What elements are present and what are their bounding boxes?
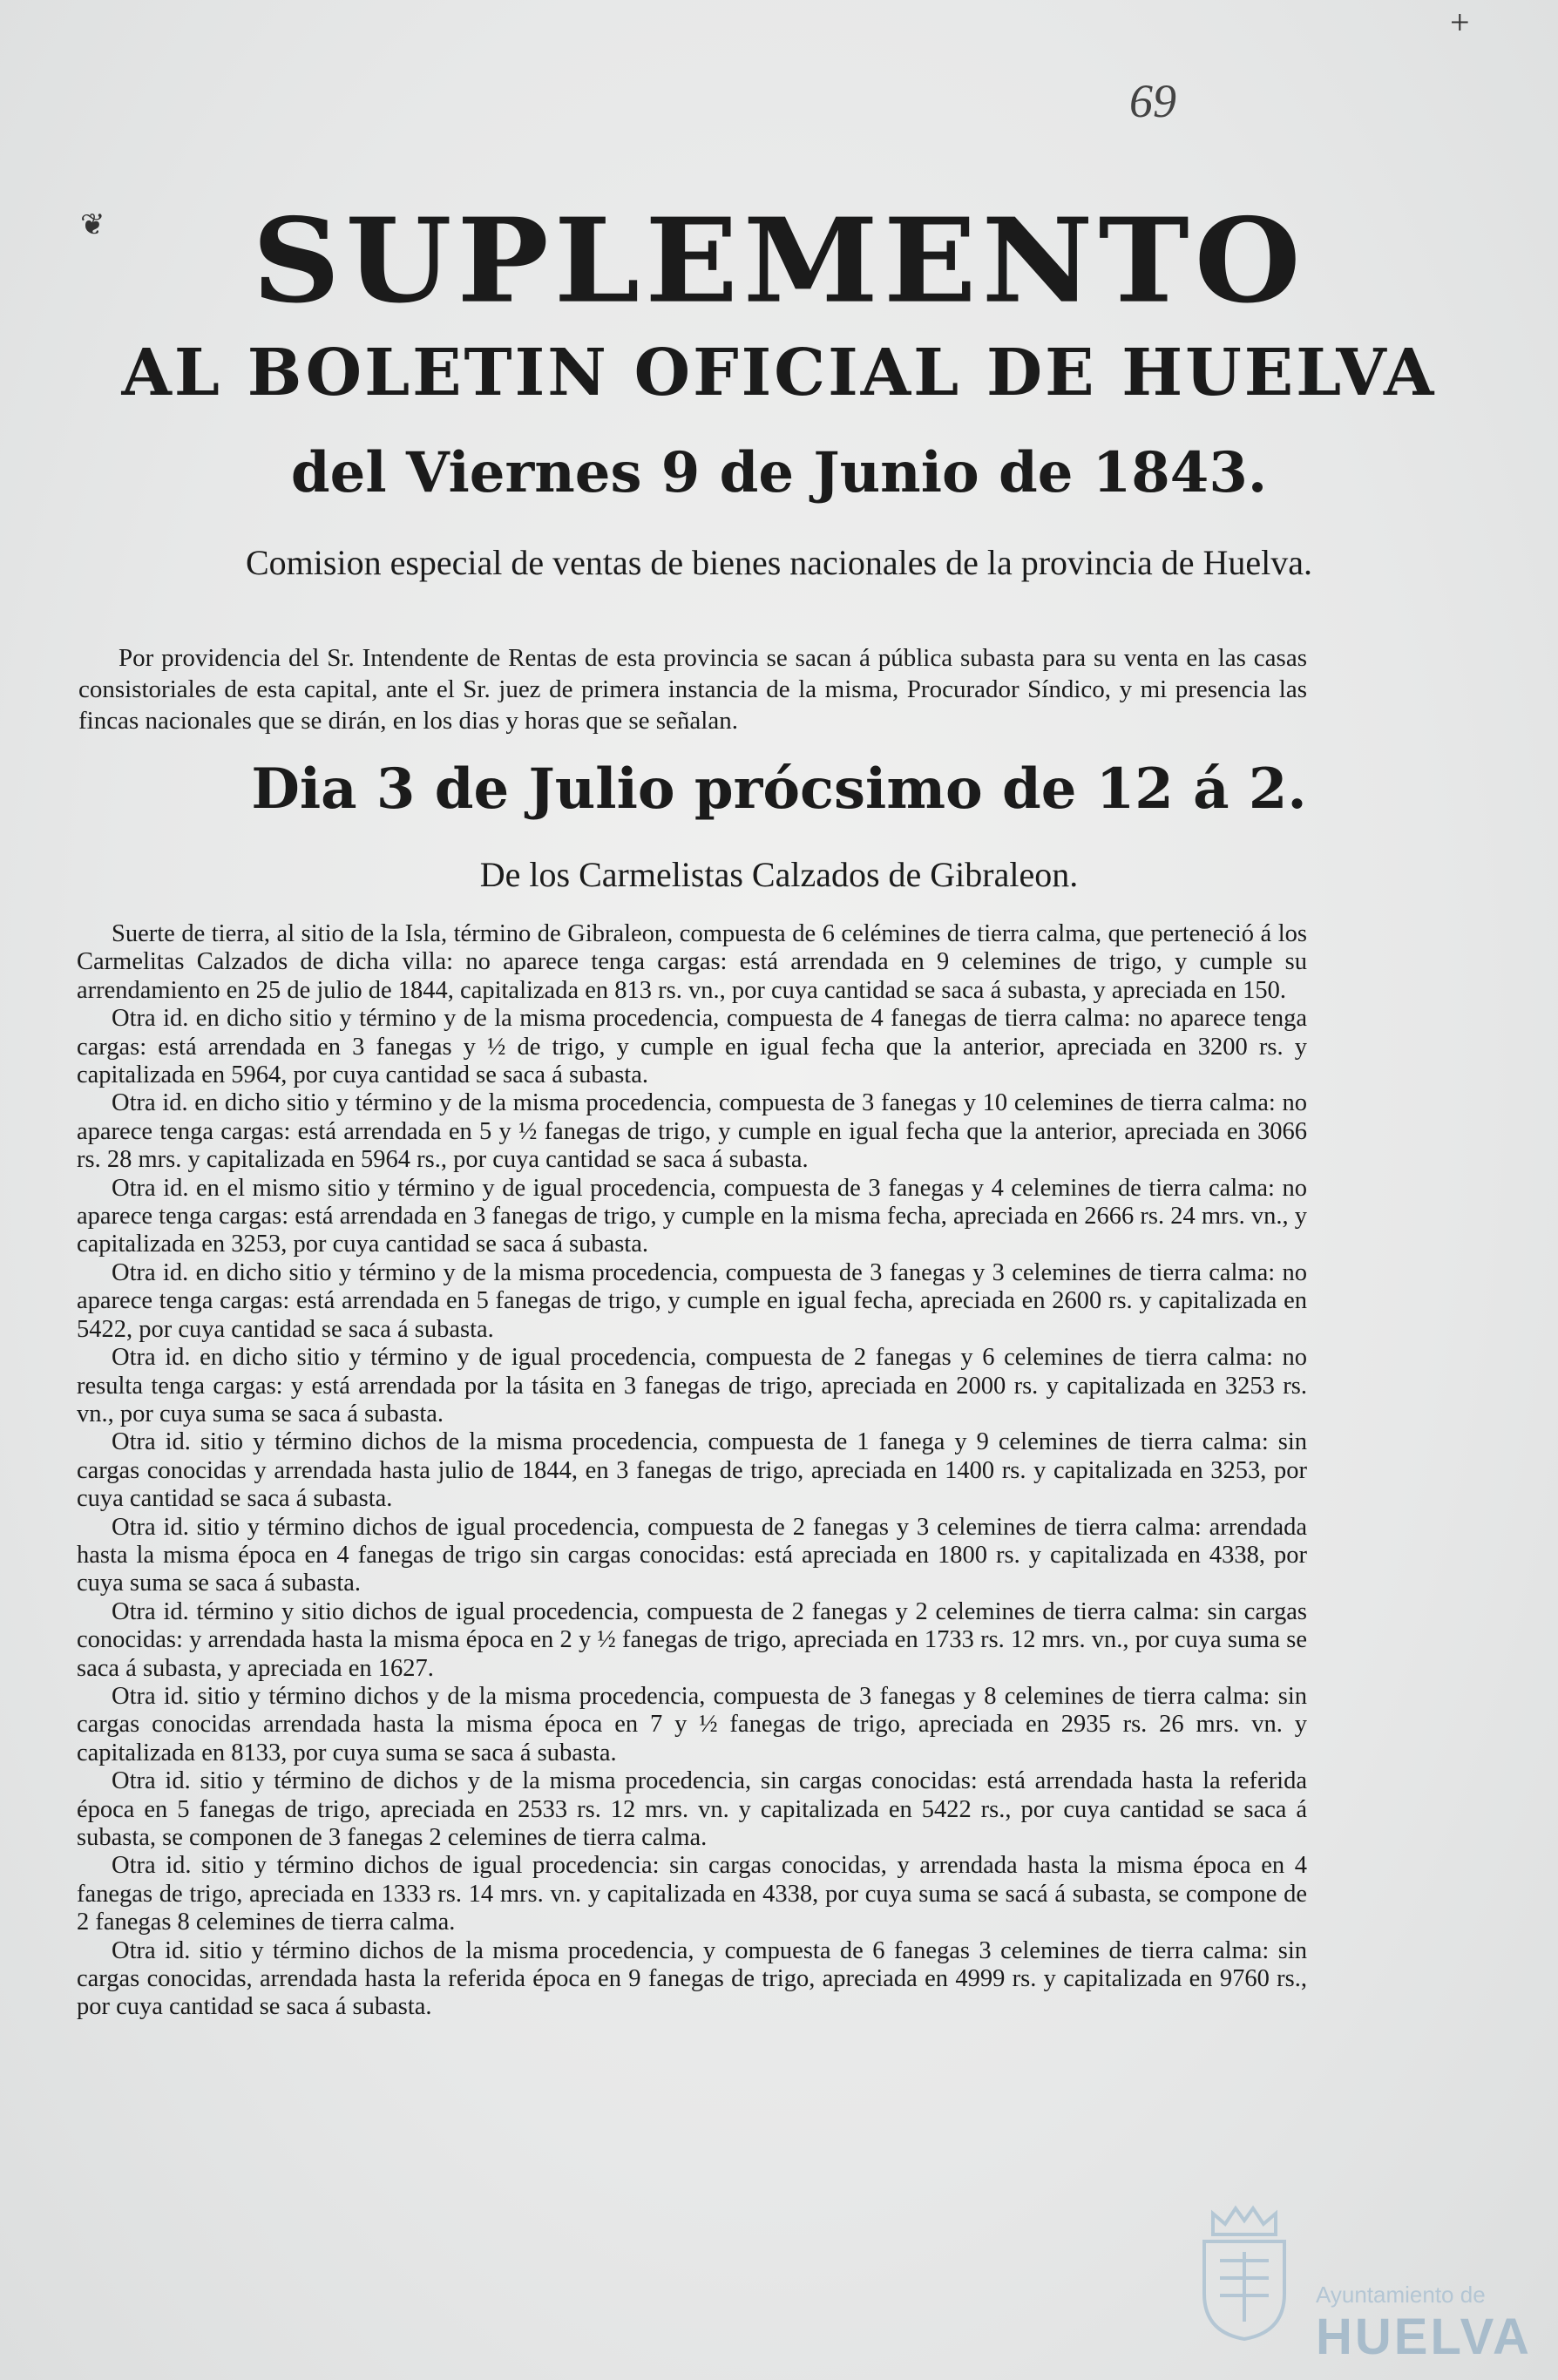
- listing-entry: Otra id. sitio y término de dichos y de la misma procedencia, sin cargas conocidas: está arrendada hasta la referida época en 5 fanegas de trigo, apreciada en 2533 rs. 12 mrs. vn. y capitalizada en 5422 rs., por cuya cantidad se saca á subasta, se componen de 3 fanegas 2 celemines de tierra calma.: [77, 1767, 1307, 1851]
- folio-number: 69: [1129, 75, 1176, 127]
- listing-entry: Otra id. en dicho sitio y término y de la misma procedencia, compuesta de 3 fanegas y 3 celemines de tierra calma: no aparece tenga cargas: está arrendada en 5 fanegas de trigo, y cumple en igual fecha, apreciada en 2600 rs. y capitalizada en 5422, por cuya cantidad se saca á subasta.: [77, 1258, 1307, 1343]
- listing-entry: Otra id. término y sitio dichos de igual procedencia, compuesta de 2 fanegas y 2 celemines de tierra calma: sin cargas conocidas: y arrendada hasta la misma época en 2 y ½ fanegas de trigo, apreciada en 1733 rs. 12 mrs. vn., por cuya suma se saca á subasta, y apreciada en 1627.: [77, 1597, 1307, 1682]
- listing-entry: Otra id. en dicho sitio y término y de la misma procedencia, compuesta de 3 fanegas y 10 celemines de tierra calma: no aparece tenga cargas: está arrendada en 5 y ½ fanegas de trigo, y cumple en igual fecha que la anterior, apreciada en 3066 rs. 28 mrs. y capitalizada en 5964 rs., por cuya cantidad se saca á subasta.: [77, 1089, 1307, 1174]
- section-heading: De los Carmelistas Calzados de Gibraleon.: [479, 855, 1079, 894]
- listing-entry: Otra id. sitio y término dichos de igual procedencia, compuesta de 2 fanegas y 3 celemines de tierra calma: arrendada hasta la misma época en 4 fanegas de trigo sin cargas conocidas: está apreciada en 1800 rs. y capitalizada en 4338, por cuya suma se saca á subasta.: [77, 1513, 1307, 1597]
- listing-entry: Suerte de tierra, al sitio de la Isla, término de Gibraleon, compuesta de 6 celémines de tierra calma, que perteneció á los Carmelitas Calzados de dicha villa: no aparece tenga cargas: está arrendada en 9 celemines de trigo, y cumple su arrendamiento en 25 de julio de 1844, capitalizada en 813 rs. vn., por cuya cantidad se saca á subasta, y apreciada en 150.: [77, 920, 1307, 1004]
- auction-day-heading: Dia 3 de Julio prócsimo de 12 á 2.: [251, 756, 1307, 822]
- listing-entry: Otra id. en el mismo sitio y término y de igual procedencia, compuesta de 3 fanegas y 4 celemines de tierra calma: no aparece tenga cargas: está arrendada en 3 fanegas de trigo, y cumple en la misma fecha, apreciada en 2666 rs. 24 mrs. vn., y capitalizada en 3253, por cuya cantidad se saca á subasta.: [77, 1174, 1307, 1258]
- city-crest-icon: [1196, 2203, 1293, 2343]
- issue-date: del Viernes 9 de Junio de 1843.: [290, 440, 1268, 505]
- commission-heading: Comision especial de ventas de bienes nacionales de la provincia de Huelva.: [245, 543, 1313, 582]
- listing-entry: Otra id. sitio y término dichos de igual procedencia: sin cargas conocidas, y arrendada hasta la misma época en 4 fanegas de trigo, apreciada en 1333 rs. 14 mrs. vn. y capitalizada en 4338, por cuya suma se sacá á subasta, se compone de 2 fanegas 8 celemines de tierra calma.: [77, 1852, 1307, 1936]
- margin-ornament: ❦: [80, 209, 105, 241]
- listing-entry: Otra id. sitio y término dichos y de la misma procedencia, compuesta de 3 fanegas y 8 celemines de tierra calma: sin cargas conocidas arrendada hasta la misma época en 7 y ½ fanegas de trigo, apreciada en 2935 rs. 26 mrs. vn. y capitalizada en 8133, por cuya suma se saca á subasta.: [77, 1682, 1307, 1766]
- watermark-label: Ayuntamiento de: [1316, 2282, 1486, 2308]
- intro-paragraph: Por providencia del Sr. Intendente de Rentas de esta provincia se sacan á pública subasta para su venta en las casas consistoriales de esta capital, ante el Sr. juez de primera instancia de la misma, Procurador Síndico, y mi presencia las fincas nacionales que se dirán, en los dias y horas que se señalan.: [78, 644, 1307, 735]
- watermark-name: HUELVA: [1316, 2309, 1532, 2365]
- page-title: SUPLEMENTO: [252, 193, 1306, 329]
- listing-entry: Otra id. en dicho sitio y término y de igual procedencia, compuesta de 2 fanegas y 6 celemines de tierra calma: no resulta tenga cargas: y está arrendada por la tásita en 3 fanegas de trigo, apreciada en 2000 rs. y capitalizada en 3253 rs. vn., por cuya suma se saca á subasta.: [77, 1344, 1307, 1427]
- listing-entry: Otra id. sitio y término dichos de la misma procedencia, compuesta de 1 fanega y 9 celemines de tierra calma: sin cargas conocidas y arrendada hasta julio de 1844, en 3 fanegas de trigo, apreciada en 1400 rs. y capitalizada en 3253, por cuya cantidad se saca á subasta.: [77, 1428, 1307, 1513]
- listing-entry: Otra id. sitio y término dichos de la misma procedencia, y compuesta de 6 fanegas 3 celemines de tierra calma: sin cargas conocidas, arrendada hasta la referida época en 9 fanegas de trigo, apreciada en 4999 rs. y capitalizada en 9760 rs., por cuya cantidad se saca á subasta.: [77, 1936, 1307, 2021]
- page-subtitle: AL BOLETIN OFICIAL DE HUELVA: [121, 336, 1437, 410]
- corner-mark: +: [1450, 3, 1470, 42]
- listing-entry: Otra id. en dicho sitio y término y de la misma procedencia, compuesta de 4 fanegas de tierra calma: no aparece tenga cargas: está arrendada en 3 fanegas y ½ de trigo, y cumple en igual fecha que la anterior, apreciada en 3200 rs. y capitalizada en 5964, por cuya cantidad se saca á subasta.: [77, 1005, 1307, 1089]
- property-listings: [77, 920, 1307, 2022]
